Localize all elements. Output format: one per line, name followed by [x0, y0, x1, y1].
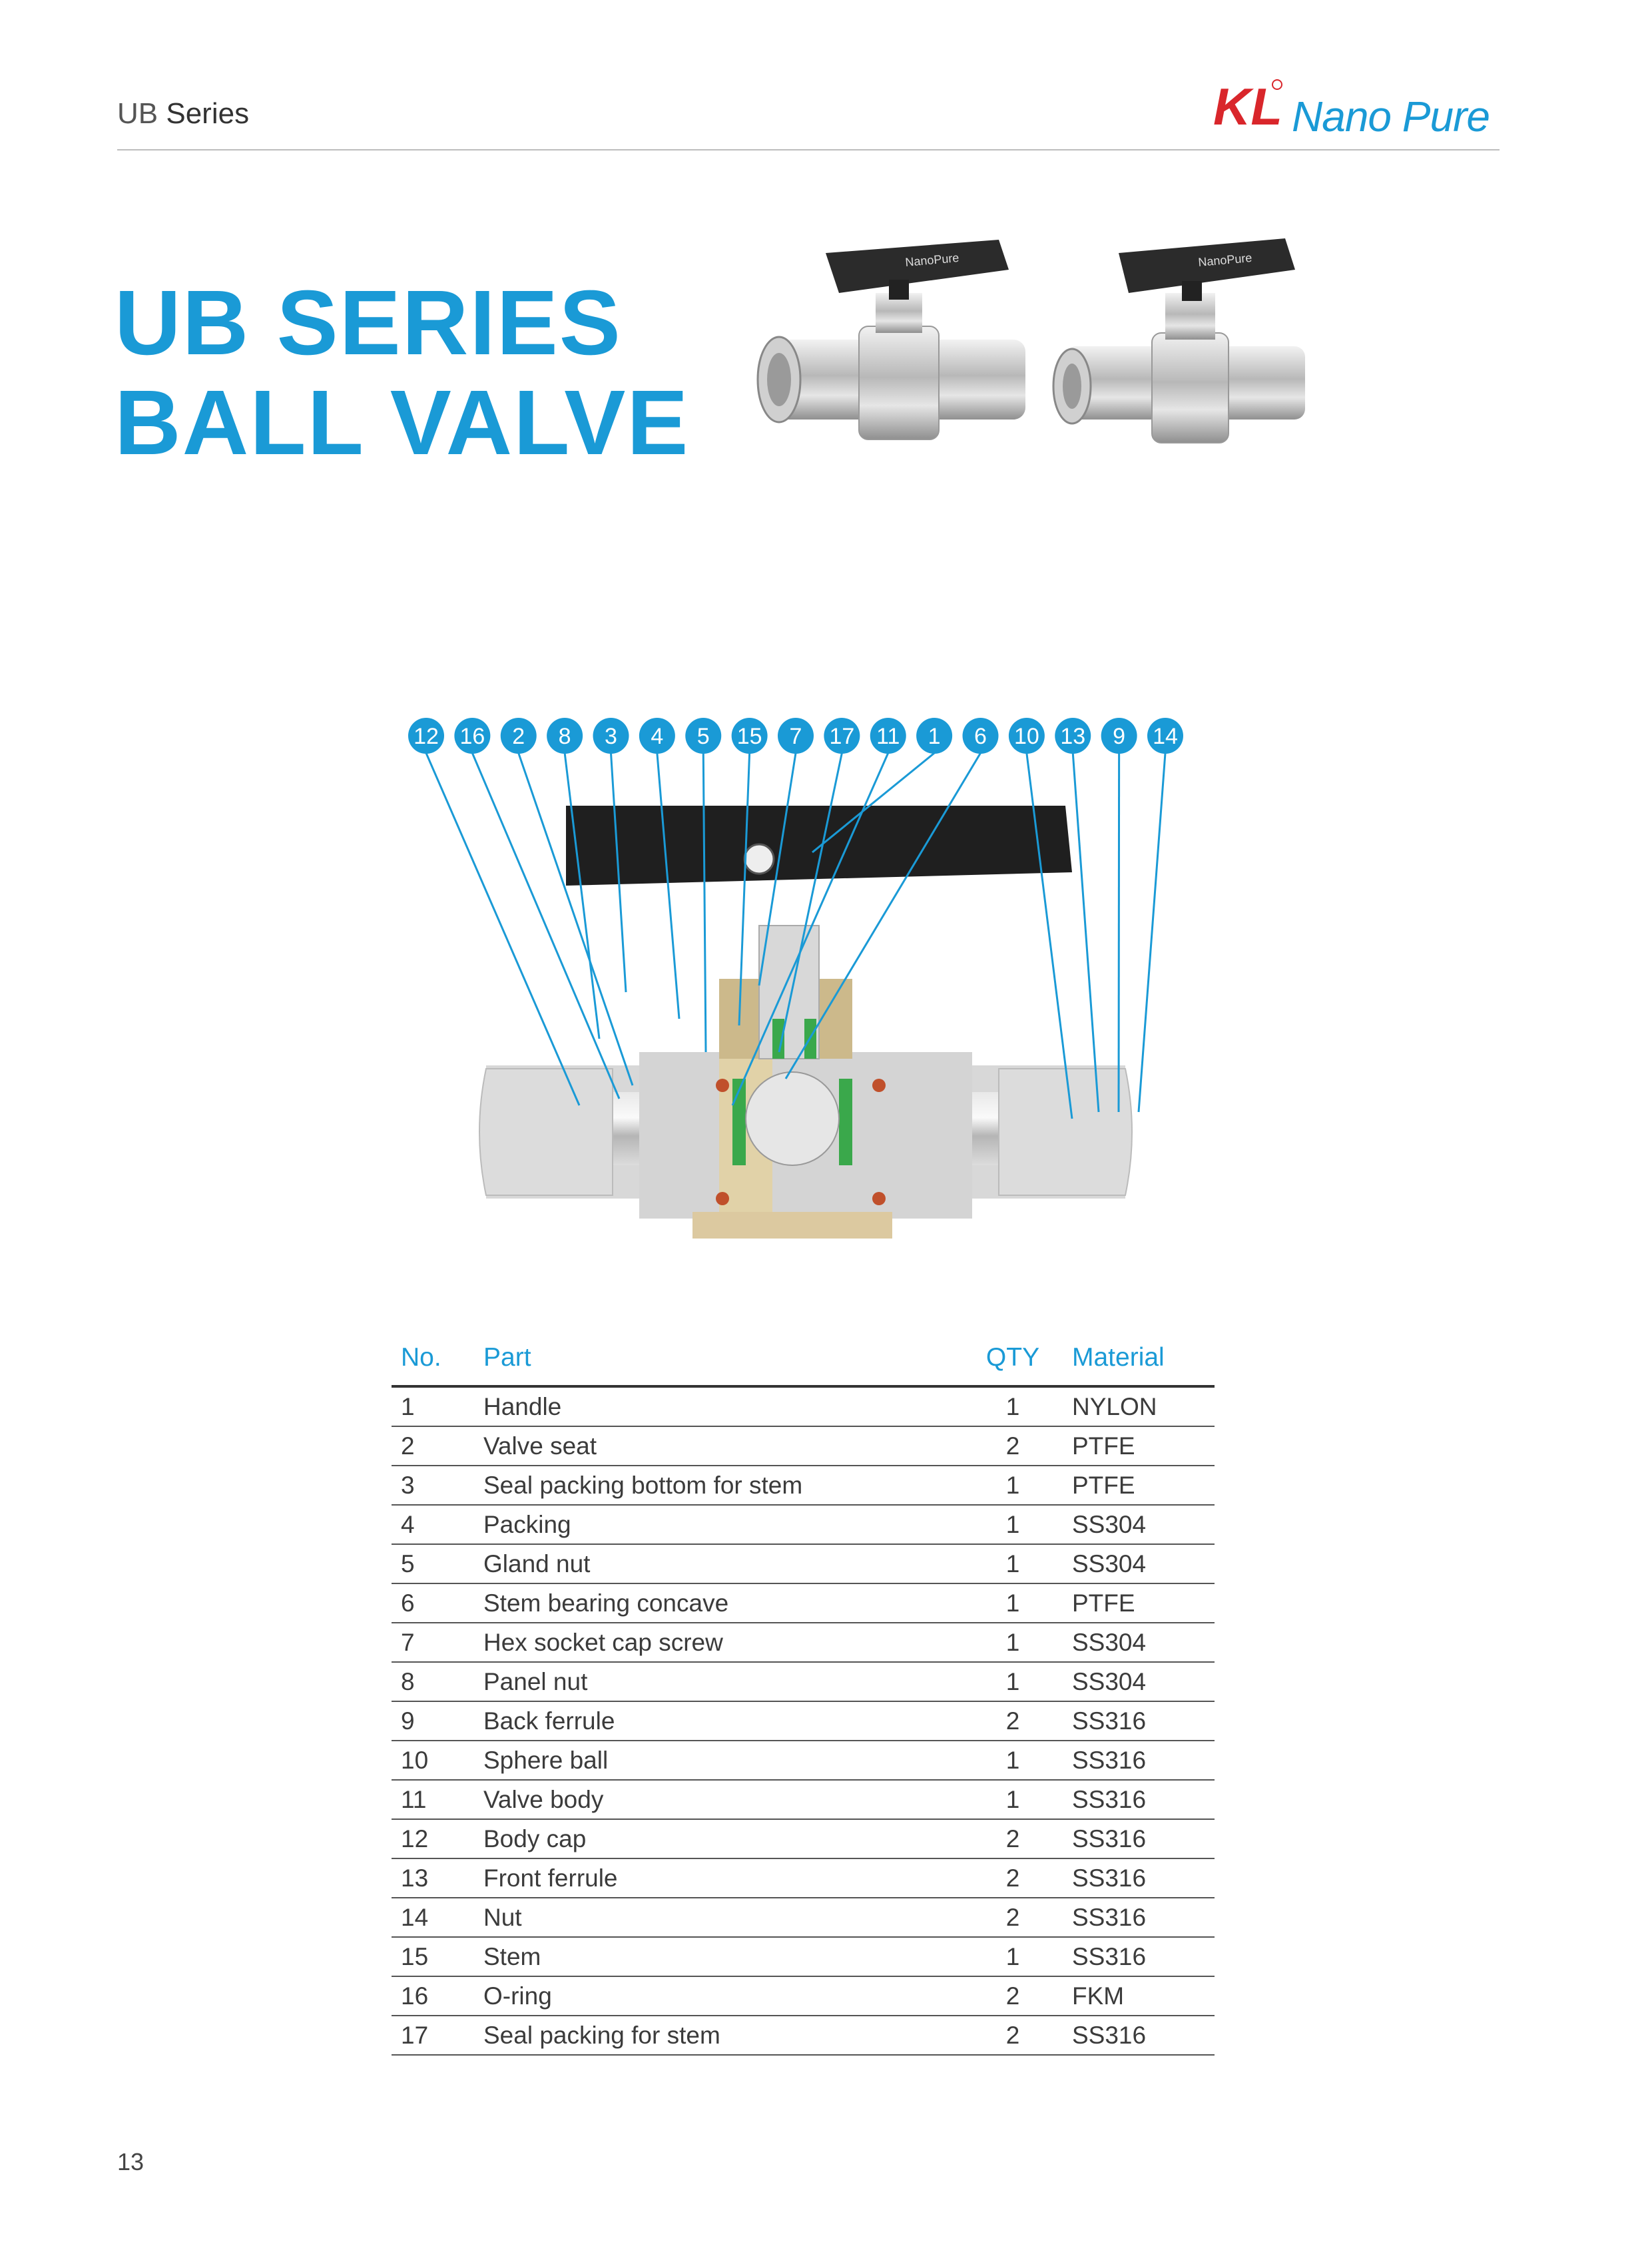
- cell-part: Packing: [474, 1505, 963, 1544]
- callout-number: 6: [974, 724, 987, 749]
- table-row: [392, 1505, 1215, 1544]
- cell-material: NYLON: [1063, 1386, 1215, 1426]
- cell-material: SS316: [1063, 1701, 1215, 1741]
- table-row: [392, 1780, 1215, 1819]
- header-divider: [117, 149, 1500, 150]
- callout-number: 11: [876, 724, 900, 749]
- table-row: [392, 1623, 1215, 1662]
- table-row: [392, 1858, 1215, 1898]
- cell-part: Hex socket cap screw: [474, 1623, 963, 1662]
- cell-no: 8: [392, 1662, 474, 1701]
- cell-no: 6: [392, 1583, 474, 1623]
- cell-material: SS316: [1063, 1937, 1215, 1976]
- cell-qty: 1: [963, 1623, 1063, 1662]
- callout-number: 3: [605, 724, 617, 749]
- table-row: [392, 1701, 1215, 1741]
- handle-label-1: NanoPure: [904, 250, 960, 269]
- callout-leader-2: [519, 753, 633, 1085]
- cell-no: 12: [392, 1819, 474, 1858]
- table-body: [392, 1386, 1215, 2055]
- cell-material: FKM: [1063, 1976, 1215, 2016]
- cell-material: SS304: [1063, 1505, 1215, 1544]
- cell-material: PTFE: [1063, 1583, 1215, 1623]
- cell-qty: 2: [963, 1819, 1063, 1858]
- cell-qty: 2: [963, 1701, 1063, 1741]
- series-prefix: UB: [117, 97, 158, 130]
- cell-part: Gland nut: [474, 1544, 963, 1583]
- cell-no: 3: [392, 1466, 474, 1505]
- table-row: [392, 1386, 1215, 1426]
- cell-part: Nut: [474, 1898, 963, 1937]
- cross-section-diagram: [386, 706, 1225, 1278]
- cell-part: Seal packing bottom for stem: [474, 1466, 963, 1505]
- callout-number: 4: [651, 724, 664, 749]
- cell-part: O-ring: [474, 1976, 963, 2016]
- cell-no: 9: [392, 1701, 474, 1741]
- cell-material: SS304: [1063, 1662, 1215, 1701]
- cell-qty: 1: [963, 1780, 1063, 1819]
- title-line-1: UB SERIES: [115, 272, 622, 374]
- callout-number: 7: [789, 724, 802, 749]
- callout-number: 12: [413, 724, 439, 749]
- cell-part: Back ferrule: [474, 1701, 963, 1741]
- cell-no: 11: [392, 1780, 474, 1819]
- cell-material: SS316: [1063, 1858, 1215, 1898]
- table-row: [392, 1937, 1215, 1976]
- cell-qty: 2: [963, 1858, 1063, 1898]
- callout-number: 1: [928, 724, 941, 749]
- brand-mark: KL: [1213, 77, 1282, 136]
- callout-leader-16: [472, 753, 619, 1099]
- table-header-row: [392, 1330, 1215, 1386]
- cell-qty: 2: [963, 1976, 1063, 2016]
- callout-number: 14: [1153, 724, 1178, 749]
- cell-qty: 2: [963, 1426, 1063, 1466]
- series-label: [117, 97, 249, 131]
- table-row: [392, 1583, 1215, 1623]
- cell-material: PTFE: [1063, 1426, 1215, 1466]
- callout-leader-8: [565, 753, 599, 1039]
- callout-leader-12: [426, 753, 579, 1105]
- cell-material: SS316: [1063, 1780, 1215, 1819]
- cell-part: Seal packing for stem: [474, 2016, 963, 2055]
- page-number: 13: [117, 2148, 144, 2175]
- valve-section: [479, 806, 1132, 1239]
- callout-leader-4: [657, 753, 679, 1019]
- cell-qty: 1: [963, 1466, 1063, 1505]
- cell-qty: 1: [963, 1386, 1063, 1426]
- cell-no: 4: [392, 1505, 474, 1544]
- callout-number: 10: [1013, 724, 1039, 749]
- callout-number: 8: [558, 724, 571, 749]
- cell-no: 2: [392, 1426, 474, 1466]
- header-qty: QTY: [963, 1330, 1063, 1386]
- cell-material: SS316: [1063, 1898, 1215, 1937]
- cell-part: Valve seat: [474, 1426, 963, 1466]
- table-row: [392, 1466, 1215, 1505]
- cell-qty: 1: [963, 1662, 1063, 1701]
- table-row: [392, 1741, 1215, 1780]
- cell-no: 7: [392, 1623, 474, 1662]
- cell-no: 17: [392, 2016, 474, 2055]
- table-row: [392, 1544, 1215, 1583]
- valve-photo-2: [1053, 238, 1305, 443]
- series-suffix: Series: [166, 97, 250, 130]
- cell-part: Front ferrule: [474, 1858, 963, 1898]
- table-row: [392, 1426, 1215, 1466]
- cell-part: Stem bearing concave: [474, 1583, 963, 1623]
- cell-qty: 1: [963, 1505, 1063, 1544]
- cell-part: Sphere ball: [474, 1741, 963, 1780]
- callout-number: 17: [829, 724, 855, 749]
- cell-qty: 1: [963, 1741, 1063, 1780]
- cell-part: Body cap: [474, 1819, 963, 1858]
- handle-label-2: NanoPure: [1197, 250, 1253, 269]
- cell-no: 13: [392, 1858, 474, 1898]
- cell-part: Panel nut: [474, 1662, 963, 1701]
- callout-number: 9: [1113, 724, 1126, 749]
- table-row: [392, 2016, 1215, 2055]
- cell-no: 1: [392, 1386, 474, 1426]
- parts-table: [392, 1330, 1215, 2056]
- header-part: Part: [474, 1330, 963, 1386]
- cell-qty: 1: [963, 1937, 1063, 1976]
- cell-material: SS316: [1063, 1741, 1215, 1780]
- cell-part: Stem: [474, 1937, 963, 1976]
- cell-part: Valve body: [474, 1780, 963, 1819]
- table-row: [392, 1662, 1215, 1701]
- table-row: [392, 1898, 1215, 1937]
- cell-material: SS304: [1063, 1544, 1215, 1583]
- cell-material: SS316: [1063, 2016, 1215, 2055]
- cell-qty: 2: [963, 2016, 1063, 2055]
- callout-number: 13: [1060, 724, 1086, 749]
- cell-part: Handle: [474, 1386, 963, 1426]
- title-line-2: BALL VALVE: [115, 372, 690, 474]
- table-row: [392, 1976, 1215, 2016]
- cell-no: 16: [392, 1976, 474, 2016]
- cell-qty: 1: [963, 1544, 1063, 1583]
- callout-leader-13: [1073, 753, 1099, 1112]
- callout-number: 2: [512, 724, 525, 749]
- cell-material: SS316: [1063, 1819, 1215, 1858]
- callout-leader-5: [703, 753, 706, 1052]
- callout-leader-6: [786, 753, 981, 1079]
- cell-qty: 1: [963, 1583, 1063, 1623]
- header-no: No.: [392, 1330, 474, 1386]
- brand-name: Nano Pure: [1292, 93, 1490, 140]
- cell-material: PTFE: [1063, 1466, 1215, 1505]
- callout-number: 16: [459, 724, 485, 749]
- cell-material: SS304: [1063, 1623, 1215, 1662]
- cell-no: 14: [392, 1898, 474, 1937]
- cell-no: 5: [392, 1544, 474, 1583]
- valve-photo-1: [758, 240, 1025, 439]
- callout-number: 5: [696, 724, 710, 749]
- table-row: [392, 1819, 1215, 1858]
- header-material: Material: [1063, 1330, 1215, 1386]
- callout-leader-14: [1139, 753, 1165, 1112]
- cell-no: 15: [392, 1937, 474, 1976]
- page-title: [115, 273, 689, 473]
- cell-no: 10: [392, 1741, 474, 1780]
- product-photos: [752, 233, 1325, 459]
- callout-number: 15: [736, 724, 762, 749]
- cell-qty: 2: [963, 1898, 1063, 1937]
